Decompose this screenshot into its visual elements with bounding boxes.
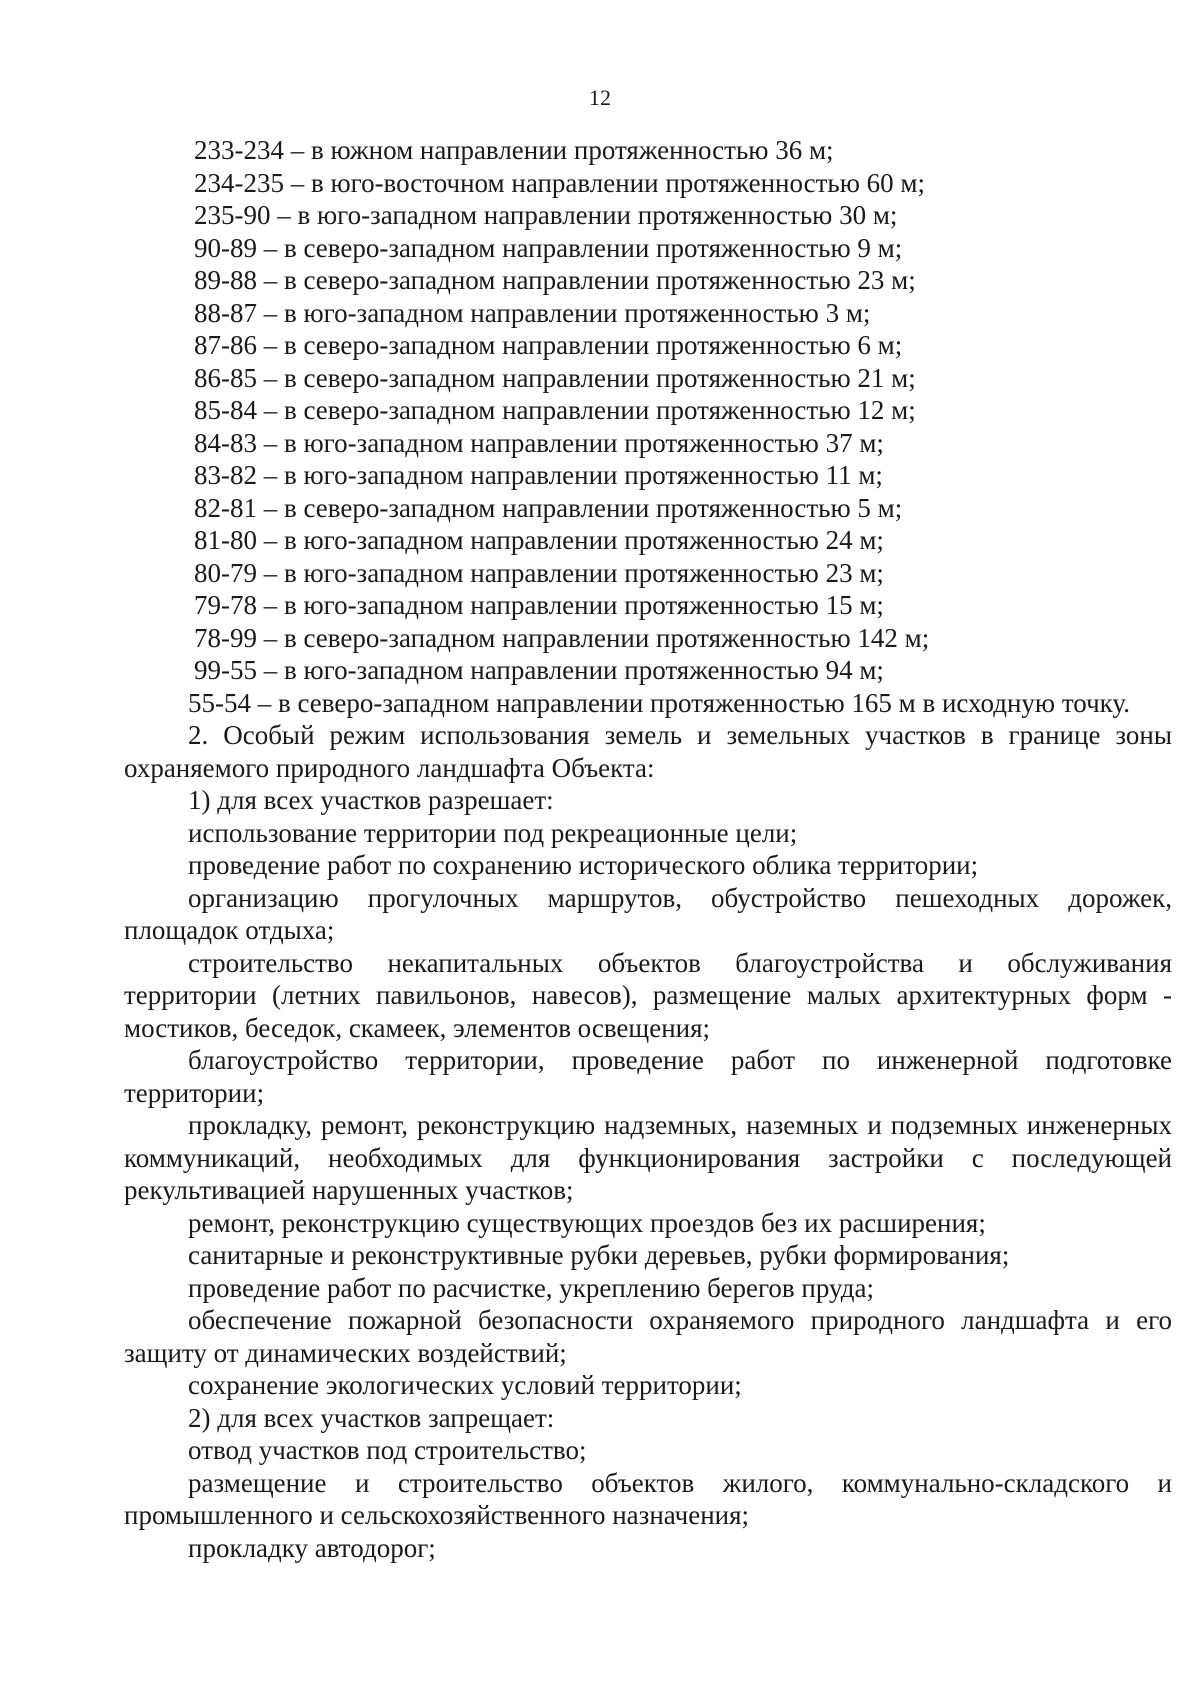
permitted-item: строительство некапитальных объектов благоустройства и обслуживания территории (летних павильонов, навесов), размещение малых архитектурных форм - мостиков, беседок, скамеек, элементов освещения; [124, 947, 1172, 1043]
permitted-item: организацию прогулочных маршрутов, обустройство пешеходных дорожек, площадок отдыха; [124, 882, 1172, 945]
permitted-item: проведение работ по сохранению исторического облика территории; [188, 850, 979, 880]
permitted-item: обеспечение пожарной безопасности охраняемого природного ландшафта и его защиту от динамических воздействий; [124, 1305, 1172, 1368]
document-body [124, 134, 1172, 1564]
permitted-item: санитарные и реконструктивные рубки деревьев, рубки формирования; [188, 1240, 1010, 1270]
prohibited-subheading: 2) для всех участков запрещает: [188, 1402, 555, 1433]
boundary-segment: 83-82 – в юго-западном направлении протяженностью 11 м; [194, 460, 883, 490]
permitted-item: сохранение экологических условий территории; [188, 1370, 742, 1400]
prohibited-item: прокладку автодорог; [188, 1532, 436, 1563]
section-2-heading-paragraph: 2. Особый режим использования земель и земельных участков в границе зоны охраняемого природного ландшафта Объекта: [124, 720, 1172, 783]
permitted-item: прокладку, ремонт, реконструкцию надземных, наземных и подземных инженерных коммуникаций, необходимых для функционирования застройки с последующей рекультивацией нарушенных участков; [124, 1110, 1172, 1205]
boundary-segment: 82-81 – в северо-западном направлении протяженностью 5 м; [194, 492, 903, 523]
boundary-segment: 235-90 – в юго-западном направлении протяженностью 30 м; [194, 200, 898, 230]
boundary-segment: 87-86 – в северо-западном направлении протяженностью 6 м; [194, 330, 903, 360]
boundary-segment: 233-234 – в южном направлении протяженностью 36 м; [194, 135, 834, 165]
final-segment-paragraph: 55-54 – в северо-западном направлении протяженностью 165 м в исходную точку. [188, 687, 1130, 718]
page-number: 12 [589, 85, 611, 110]
permitted-item: ремонт, реконструкцию существующих проездов без их расширения; [188, 1207, 986, 1238]
permitted-item: благоустройство территории, проведение работ по инженерной подготовке территории; [124, 1045, 1172, 1108]
boundary-segment: 79-78 – в юго-западном направлении протяженностью 15 м; [194, 590, 884, 620]
boundary-segment: 84-83 – в юго-западном направлении протяженностью 37 м; [194, 427, 884, 458]
boundary-segment: 86-85 – в северо-западном направлении протяженностью 21 м; [194, 362, 916, 393]
permitted-item: использование территории под рекреационные цели; [188, 817, 798, 848]
boundary-segment: 81-80 – в юго-западном направлении протяженностью 24 м; [194, 525, 884, 555]
boundary-segment: 80-79 – в юго-западном направлении протяженностью 23 м; [194, 557, 884, 588]
boundary-segment: 90-89 – в северо-западном направлении протяженностью 9 м; [194, 232, 903, 263]
boundary-segment: 78-99 – в северо-западном направлении протяженностью 142 м; [194, 622, 930, 653]
boundary-segment: 89-88 – в северо-западном направлении протяженностью 23 м; [194, 265, 916, 295]
prohibited-item: отвод участков под строительство; [188, 1435, 587, 1465]
boundary-segment-list [124, 134, 1172, 687]
boundary-segment: 85-84 – в северо-западном направлении протяженностью 12 м; [194, 395, 916, 425]
boundary-segment: 234-235 – в юго-восточном направлении протяженностью 60 м; [194, 167, 925, 198]
permitted-item: проведение работ по расчистке, укреплению берегов пруда; [188, 1272, 874, 1303]
prohibited-item: размещение и строительство объектов жилого, коммунально-складского и промышленного и сельскохозяйственного назначения; [124, 1467, 1172, 1530]
permitted-subheading: 1) для всех участков разрешает: [188, 785, 554, 815]
boundary-segment: 88-87 – в юго-западном направлении протяженностью 3 м; [194, 297, 871, 328]
boundary-segment: 99-55 – в юго-западном направлении протяженностью 94 м; [194, 655, 884, 685]
